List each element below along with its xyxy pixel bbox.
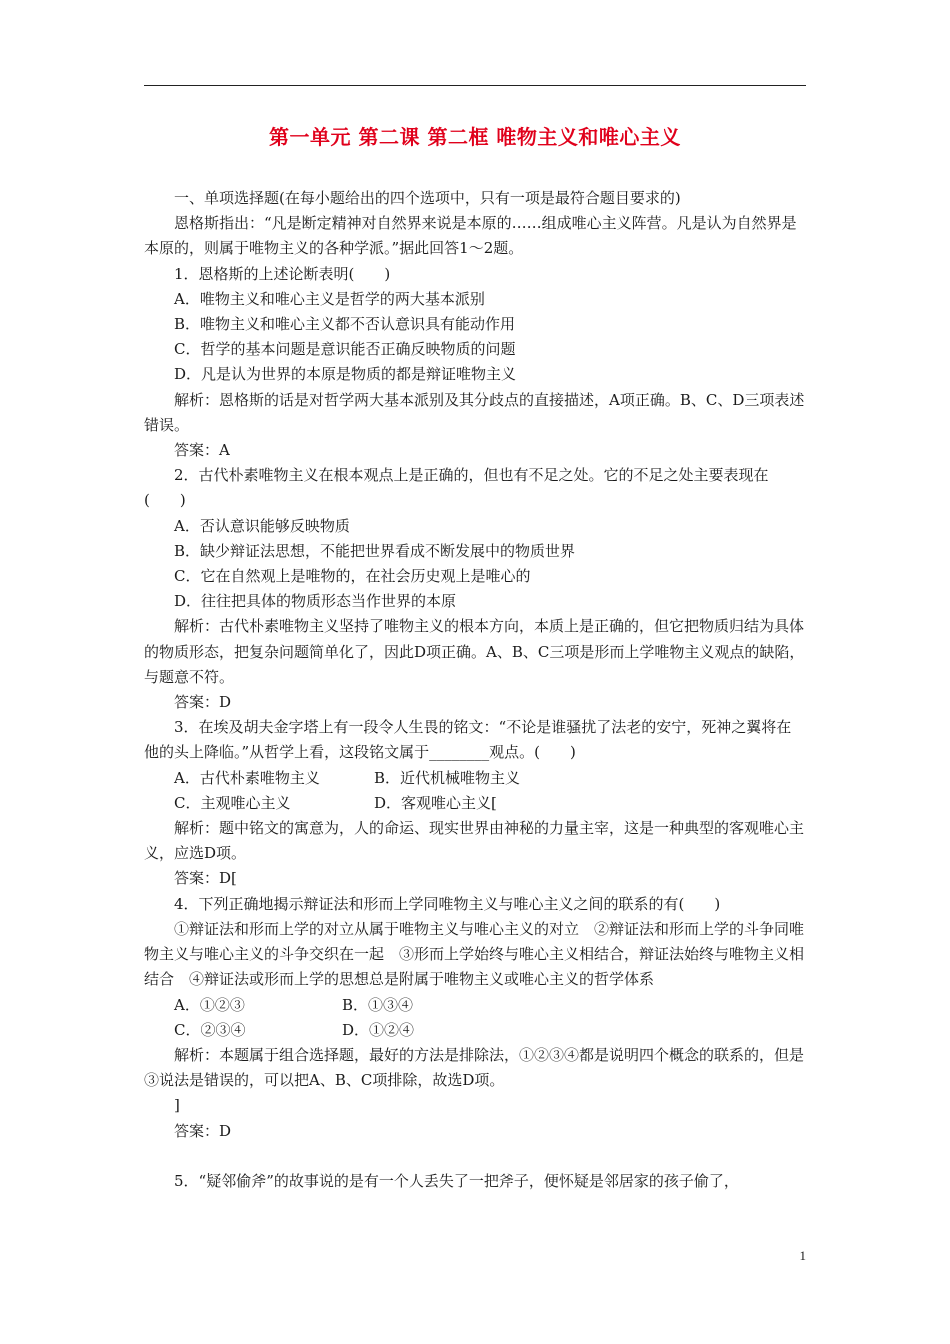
q4-option-a: A．①②③ (174, 995, 245, 1014)
q2-answer: 答案：D (174, 693, 232, 712)
q1-option-a: A．唯物主义和唯心主义是哲学的两大基本派别 (174, 289, 485, 308)
q4-option-b: B．①③④ (342, 995, 414, 1014)
q4-option-c: C．②③④ (174, 1020, 246, 1039)
q5-stem: 5．“疑邻偷斧”的故事说的是有一个人丢失了一把斧子，便怀疑是邻居家的孩子偷了， (174, 1171, 739, 1190)
q1-option-d: D．凡是认为世界的本原是物质的都是辩证唯物主义 (174, 365, 517, 384)
q2-option-a: A．否认意识能够反映物质 (174, 516, 350, 535)
document-body (144, 186, 806, 1194)
q4-statements: ①辩证法和形而上学的对立从属于唯物主义与唯心主义的对立 ②辩证法和形而上学的斗争同唯物主义与唯心主义的斗争交织在一起 ③形而上学始终与唯心主义相结合，辩证法始终与唯物主义相结合 ④辩证法或形而上学的思想总是附属于唯物主义或唯心主义的哲学体系 (144, 919, 805, 989)
q1-analysis: 解析：恩格斯的话是对哲学两大基本派别及其分歧点的直接描述，A项正确。B、C、D三项表述错误。 (144, 390, 805, 434)
q2-stem: 2．古代朴素唯物主义在根本观点上是正确的，但也有不足之处。它的不足之处主要表现在( ) (144, 466, 769, 510)
page-title: 第一单元 第二课 第二框 唯物主义和唯心主义 (269, 125, 681, 149)
q3-option-a: A．古代朴素唯物主义 (174, 768, 320, 787)
spacer (144, 1144, 806, 1169)
q3-answer: 答案：D[ (174, 869, 237, 888)
q4-analysis: 解析：本题属于组合选择题，最好的方法是排除法，①②③④都是说明四个概念的联系的，但是③说法是错误的，可以把A、B、C项排除，故选D项。 (144, 1045, 805, 1090)
intro-paragraph: 恩格斯指出：“凡是断定精神对自然界来说是本原的……组成唯心主义阵营。凡是认为自然界是本原的，则属于唯物主义的各种学派。”据此回答1～2题。 (144, 214, 797, 258)
header-rule (144, 85, 806, 86)
q3-options-row-2 (144, 791, 806, 816)
q3-option-b: B．近代机械唯物主义 (374, 768, 521, 787)
q1-option-b: B．唯物主义和唯心主义都不否认意识具有能动作用 (174, 315, 516, 334)
q3-stem: 3．在埃及胡夫金字塔上有一段令人生畏的铭文：“不论是谁骚扰了法老的安宁，死神之翼将在他的头上降临。”从哲学上看，这段铭文属于________观点。( ) (144, 718, 792, 762)
q3-options-row-1 (144, 766, 806, 791)
q2-option-d: D．往往把具体的物质形态当作世界的本原 (174, 592, 457, 611)
page-number: 1 (799, 1248, 806, 1263)
q2-analysis: 解析：古代朴素唯物主义坚持了唯物主义的根本方向，本质上是正确的，但它把物质归结为具体的物质形态，把复杂问题简单化了，因此D项正确。A、B、C三项是形而上学唯物主义观点的缺陷，与题意不符。 (144, 617, 805, 686)
q3-option-d: D．客观唯心主义[ (374, 793, 497, 812)
q1-option-c: C．哲学的基本问题是意识能否正确反映物质的问题 (174, 340, 516, 359)
q2-option-b: B．缺少辩证法思想，不能把世界看成不断发展中的物质世界 (174, 541, 576, 560)
q3-analysis: 解析：题中铭文的寓意为，人的命运、现实世界由神秘的力量主宰，这是一种典型的客观唯心主义，应选D项。 (144, 819, 805, 863)
q4-options-row-1 (144, 993, 806, 1018)
q4-options-row-2 (144, 1018, 806, 1043)
q4-option-d: D．①②④ (342, 1020, 415, 1039)
q4-stray-bracket: ] (174, 1096, 180, 1115)
section-heading: 一、单项选择题(在每小题给出的四个选项中，只有一项是最符合题目要求的) (174, 189, 681, 207)
q2-option-c: C．它在自然观上是唯物的，在社会历史观上是唯心的 (174, 567, 531, 586)
q1-answer: 答案：A (174, 441, 230, 460)
q3-option-c: C．主观唯心主义 (174, 793, 291, 812)
q4-stem: 4．下列正确地揭示辩证法和形而上学同唯物主义与唯心主义之间的联系的有( ) (174, 894, 721, 913)
q4-answer: 答案：D (174, 1121, 232, 1140)
q1-stem: 1．恩格斯的上述论断表明( ) (174, 264, 391, 283)
